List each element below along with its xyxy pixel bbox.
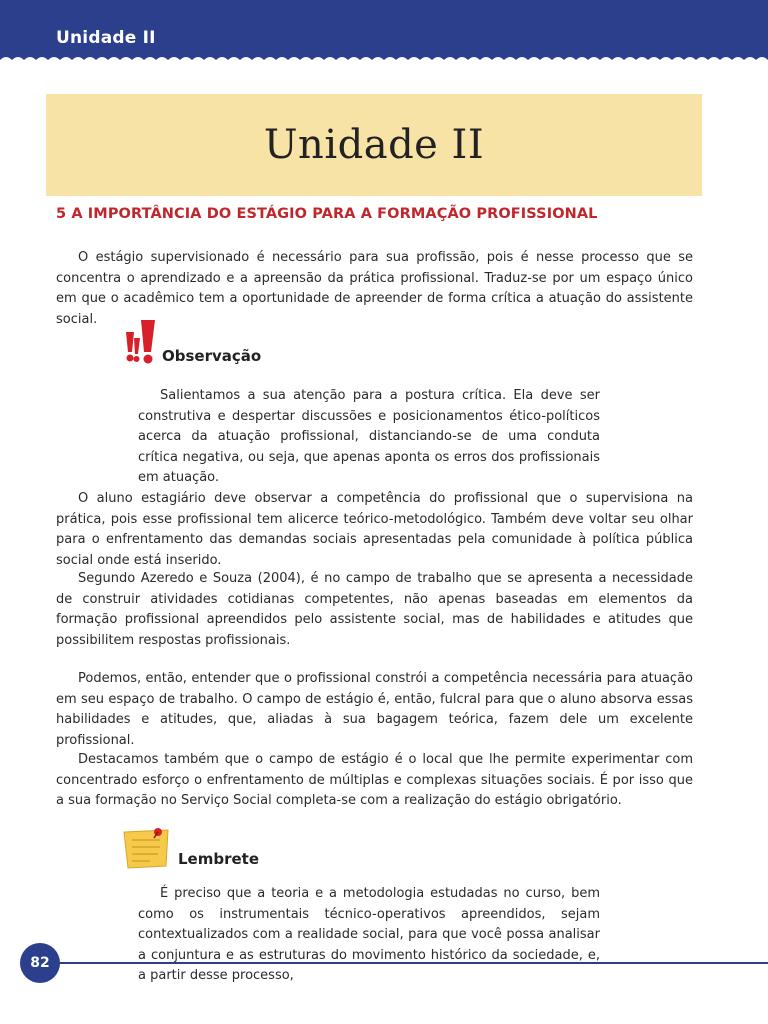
footer-rule [46,962,768,964]
observacao-text: Salientamos a sua atenção para a postura crítica. Ela deve ser construtiva e despertar discussões e posicionamentos ético-políticos acerca da atuação profissional, distanciando-se de uma conduta crítica negativa, ou seja, que apenas aponta os erros dos profissionais em atuação. [138,388,600,485]
paragraph-5: Destacamos também que o campo de estágio é o local que lhe permite experimentar com concentrado esforço o enfrentamento de múltiplas e complexas situações sociais. É por isso que a sua formação no Serviço Social completa-se com a realização do estágio obrigatório. [56,752,693,808]
paragraph-4: Podemos, então, entender que o profissional constrói a competência necessária para atuação em seu espaço de trabalho. O campo de estágio é, então, fulcral para que o aluno absorva essas habilidades e atitudes, que, aliadas à sua bagagem teórica, fazem dele um excelente profissional. [56,671,693,748]
observacao-title: Observação [162,347,262,365]
unit-title: Unidade II [263,122,485,168]
paragraph-1: O estágio supervisionado é necessário para sua profissão, pois é nesse processo que se concentra o aprendizado e a apreensão da prática profissional. Traduz-se por um espaço único em que o acadêmico tem a oportunidade de apreender de forma crítica a atuação do assistente social. [56,250,693,327]
lembrete-text: É preciso que a teoria e a metodologia estudadas no curso, bem como os instrumentais técnico-operativos apreendidos, sejam contextualizados com a realidade social, para que você possa analisar a conjuntura e as estruturas do movimento histórico da sociedade, e, a partir desse processo, [138,886,600,983]
paragraph-2: O aluno estagiário deve observar a competência do profissional que o supervisiona na prática, pois esse profissional tem alicerce teórico-metodológico. Também deve voltar seu olhar para o enfrentamento das demandas sociais apresentadas pela comunidade à política pública social onde está inserido. [56,491,693,568]
paragraph-3: Segundo Azeredo e Souza (2004), é no campo de trabalho que se apresenta a necessidade de construir atividades cotidianas competentes, não apenas baseadas em elementos da formação profissional apreendidos pelo assistente social, mas de habilidades e atitudes que possibilitem respostas profissionais. [56,571,693,648]
page-number: 82 [20,943,60,983]
unit-banner [46,94,702,196]
exclamation-icon [122,318,162,368]
page-header [0,0,768,66]
lembrete-title: Lembrete [178,850,260,868]
sticky-note-icon [120,826,172,876]
header-title: Unidade II [56,28,156,48]
section-heading: 5 A IMPORTÂNCIA DO ESTÁGIO PARA A FORMAÇÃO PROFISSIONAL [56,206,598,222]
